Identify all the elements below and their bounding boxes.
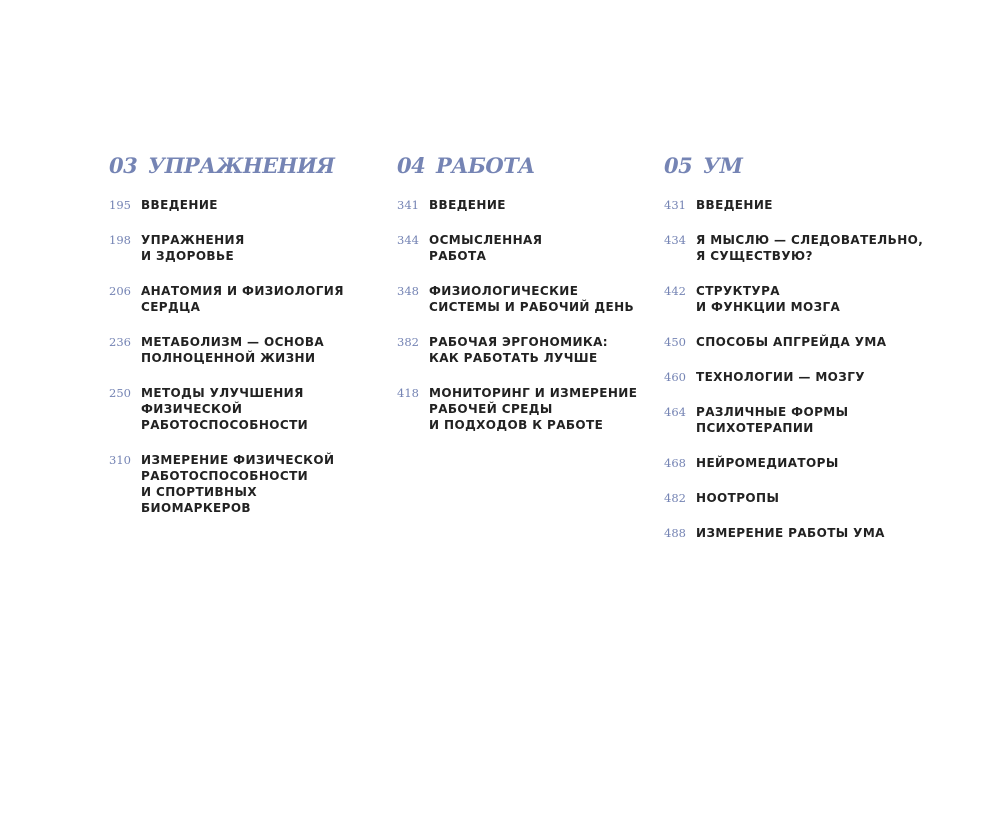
page-number: 464	[664, 405, 686, 419]
toc-entry	[397, 334, 657, 366]
entry-title	[429, 283, 634, 315]
entry-title	[696, 404, 848, 436]
entry-title-line: РАБОТА	[429, 249, 487, 263]
toc-entry	[664, 197, 964, 213]
entry-title-line: РАБОТОСПОСОБНОСТИ	[141, 418, 309, 432]
entry-title	[429, 197, 506, 213]
toc-entry	[109, 334, 369, 366]
entry-title-line: Я СУЩЕСТВУЮ?	[696, 249, 813, 263]
toc-entry	[109, 452, 369, 516]
page-number: 198	[109, 233, 131, 247]
entry-title-line: И ПОДХОДОВ К РАБОТЕ	[429, 418, 604, 432]
page-number: 488	[664, 526, 686, 540]
entry-title	[141, 197, 218, 213]
entry-title	[696, 490, 779, 506]
toc-entry-list	[664, 197, 964, 541]
entry-title-line: Я МЫСЛЮ — СЛЕДОВАТЕЛЬНО,	[696, 233, 924, 247]
entry-title	[141, 334, 324, 366]
toc-entry	[664, 404, 964, 436]
entry-title-line: ПОЛНОЦЕННОЙ ЖИЗНИ	[141, 351, 316, 365]
toc-entry-list	[397, 197, 657, 433]
toc-entry	[664, 283, 964, 315]
entry-title-line: СПОСОБЫ АПГРЕЙДА УМА	[696, 335, 887, 349]
page-number: 468	[664, 456, 686, 470]
entry-title-line: ИЗМЕРЕНИЕ РАБОТЫ УМА	[696, 526, 885, 540]
page-number: 442	[664, 284, 686, 298]
entry-title	[696, 197, 773, 213]
entry-title-line: ВВЕДЕНИЕ	[429, 198, 506, 212]
entry-title	[696, 283, 840, 315]
page-number: 418	[397, 386, 419, 400]
toc-section	[109, 152, 369, 535]
page-number: 348	[397, 284, 419, 298]
entry-title-line: РАЗЛИЧНЫЕ ФОРМЫ	[696, 405, 849, 419]
entry-title-line: УПРАЖНЕНИЯ	[141, 233, 245, 247]
entry-title	[696, 334, 886, 350]
page-number: 195	[109, 198, 131, 212]
entry-title-line: ИЗМЕРЕНИЕ ФИЗИЧЕСКОЙ	[141, 453, 335, 467]
entry-title	[696, 455, 839, 471]
entry-title-line: ВВЕДЕНИЕ	[141, 198, 218, 212]
entry-title-line: СТРУКТУРА	[696, 284, 780, 298]
page-number: 482	[664, 491, 686, 505]
entry-title-line: ВВЕДЕНИЕ	[696, 198, 773, 212]
page-number: 431	[664, 198, 686, 212]
page-number: 206	[109, 284, 131, 298]
entry-title	[696, 232, 923, 264]
toc-entry	[109, 385, 369, 433]
toc-entry	[397, 283, 657, 315]
entry-title	[141, 385, 308, 433]
toc-entry	[664, 369, 964, 385]
toc-entry	[664, 525, 964, 541]
page-number: 450	[664, 335, 686, 349]
entry-title-line: РАБОЧЕЙ СРЕДЫ	[429, 402, 553, 416]
page-number: 460	[664, 370, 686, 384]
entry-title-line: ТЕХНОЛОГИИ — МОЗГУ	[696, 370, 865, 384]
entry-title-line: КАК РАБОТАТЬ ЛУЧШЕ	[429, 351, 598, 365]
section-number: 05	[664, 153, 693, 178]
page-number: 236	[109, 335, 131, 349]
entry-title-line: БИОМАРКЕРОВ	[141, 501, 251, 515]
entry-title-line: СИСТЕМЫ И РАБОЧИЙ ДЕНЬ	[429, 300, 635, 314]
section-title: РАБОТА	[436, 153, 535, 178]
entry-title-line: РАБОЧАЯ ЭРГОНОМИКА:	[429, 335, 609, 349]
page-number: 250	[109, 386, 131, 400]
toc-entry	[397, 232, 657, 264]
entry-title	[141, 452, 334, 516]
toc-section	[664, 152, 964, 560]
section-title: УМ	[703, 153, 743, 178]
page-number: 310	[109, 453, 131, 467]
toc-entry	[664, 490, 964, 506]
toc-section	[397, 152, 657, 452]
page-number: 382	[397, 335, 419, 349]
entry-title-line: ФИЗИОЛОГИЧЕСКИЕ	[429, 284, 579, 298]
section-title: УПРАЖНЕНИЯ	[148, 153, 335, 178]
toc-entry	[397, 385, 657, 433]
entry-title-line: РАБОТОСПОСОБНОСТИ	[141, 469, 309, 483]
entry-title-line: МЕТАБОЛИЗМ — ОСНОВА	[141, 335, 325, 349]
entry-title	[141, 232, 245, 264]
toc-entry	[397, 197, 657, 213]
entry-title-line: И СПОРТИВНЫХ	[141, 485, 257, 499]
section-heading	[109, 152, 369, 180]
entry-title	[696, 369, 865, 385]
entry-title	[429, 385, 637, 433]
page-number: 341	[397, 198, 419, 212]
entry-title-line: ОСМЫСЛЕННАЯ	[429, 233, 543, 247]
entry-title-line: СЕРДЦА	[141, 300, 201, 314]
entry-title-line: МЕТОДЫ УЛУЧШЕНИЯ	[141, 386, 304, 400]
toc-entry	[109, 232, 369, 264]
toc-entry	[664, 232, 964, 264]
entry-title-line: И ЗДОРОВЬЕ	[141, 249, 235, 263]
entry-title	[696, 525, 885, 541]
entry-title-line: ФИЗИЧЕСКОЙ	[141, 402, 243, 416]
entry-title-line: АНАТОМИЯ И ФИЗИОЛОГИЯ	[141, 284, 344, 298]
entry-title-line: ПСИХОТЕРАПИИ	[696, 421, 814, 435]
page-number: 344	[397, 233, 419, 247]
entry-title	[429, 232, 542, 264]
entry-title-line: НЕЙРОМЕДИАТОРЫ	[696, 456, 839, 470]
section-heading	[664, 152, 964, 180]
toc-entry	[109, 283, 369, 315]
section-number: 04	[397, 153, 426, 178]
entry-title-line: МОНИТОРИНГ И ИЗМЕРЕНИЕ	[429, 386, 638, 400]
entry-title-line: И ФУНКЦИИ МОЗГА	[696, 300, 841, 314]
toc-entry	[664, 334, 964, 350]
section-number: 03	[109, 153, 138, 178]
toc-entry	[109, 197, 369, 213]
entry-title-line: НООТРОПЫ	[696, 491, 780, 505]
toc-entry-list	[109, 197, 369, 516]
entry-title	[141, 283, 344, 315]
entry-title	[429, 334, 608, 366]
page-number: 434	[664, 233, 686, 247]
section-heading	[397, 152, 657, 180]
toc-entry	[664, 455, 964, 471]
